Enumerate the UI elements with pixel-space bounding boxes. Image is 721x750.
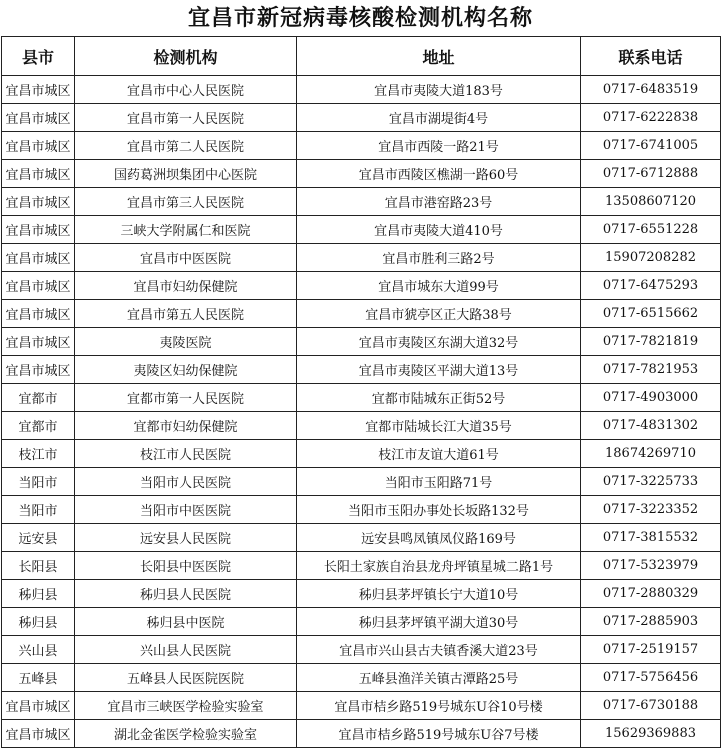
- table-row: [2, 524, 721, 552]
- table-row: [2, 580, 721, 608]
- phone-cell: 0717-2880329: [581, 580, 721, 608]
- county-cell: 秭归县: [2, 580, 75, 608]
- county-cell: 宜昌市城区: [2, 328, 75, 356]
- institution-cell: 三峡大学附属仁和医院: [75, 216, 297, 244]
- page-title: 宜昌市新冠病毒核酸检测机构名称: [187, 5, 533, 31]
- phone-cell: 15907208282: [581, 244, 721, 272]
- table-row: [2, 216, 721, 244]
- table-row: [2, 300, 721, 328]
- table-row: [2, 692, 721, 720]
- phone-cell: 0717-5323979: [581, 552, 721, 580]
- institution-cell: 宜都市第一人民医院: [75, 384, 297, 412]
- institution-cell: 宜昌市第二人民医院: [75, 132, 297, 160]
- institution-cell: 五峰县人民医院医院: [75, 664, 297, 692]
- county-cell: 五峰县: [2, 664, 75, 692]
- table-row: [2, 328, 721, 356]
- institution-cell: 秭归县中医院: [75, 608, 297, 636]
- testing-institutions-table: [1, 36, 721, 748]
- address-cell: 宜昌市桔乡路519号城东U谷7号楼: [297, 720, 581, 748]
- county-cell: 当阳市: [2, 468, 75, 496]
- table-row: [2, 720, 721, 748]
- phone-cell: 13508607120: [581, 188, 721, 216]
- address-cell: 秭归县茅坪镇平湖大道30号: [297, 608, 581, 636]
- phone-cell: 18674269710: [581, 440, 721, 468]
- phone-cell: 0717-4831302: [581, 412, 721, 440]
- institution-cell: 夷陵医院: [75, 328, 297, 356]
- address-cell: 当阳市玉阳办事处长坂路132号: [297, 496, 581, 524]
- institution-cell: 宜昌市第三人民医院: [75, 188, 297, 216]
- county-cell: 宜昌市城区: [2, 216, 75, 244]
- phone-cell: 0717-7821819: [581, 328, 721, 356]
- table-row: [2, 384, 721, 412]
- table-row: [2, 244, 721, 272]
- address-cell: 宜昌市城东大道99号: [297, 272, 581, 300]
- column-header-institution: 检测机构: [75, 37, 297, 76]
- address-cell: 宜昌市猇亭区正大路38号: [297, 300, 581, 328]
- phone-cell: 15629369883: [581, 720, 721, 748]
- address-cell: 宜昌市桔乡路519号城东U谷10号楼: [297, 692, 581, 720]
- phone-cell: 0717-6730188: [581, 692, 721, 720]
- address-cell: 宜昌市夷陵区平湖大道13号: [297, 356, 581, 384]
- county-cell: 宜昌市城区: [2, 300, 75, 328]
- table-row: [2, 272, 721, 300]
- institution-cell: 国药葛洲坝集团中心医院: [75, 160, 297, 188]
- phone-cell: 0717-6741005: [581, 132, 721, 160]
- institution-cell: 兴山县人民医院: [75, 636, 297, 664]
- table-row: [2, 664, 721, 692]
- phone-cell: 0717-4903000: [581, 384, 721, 412]
- institution-cell: 秭归县人民医院: [75, 580, 297, 608]
- institution-cell: 宜昌市第一人民医院: [75, 104, 297, 132]
- column-header-phone: 联系电话: [581, 37, 721, 76]
- table-row: [2, 76, 721, 104]
- institution-cell: 宜昌市中医医院: [75, 244, 297, 272]
- address-cell: 长阳土家族自治县龙舟坪镇星城二路1号: [297, 552, 581, 580]
- phone-cell: 0717-2519157: [581, 636, 721, 664]
- county-cell: 长阳县: [2, 552, 75, 580]
- county-cell: 宜昌市城区: [2, 104, 75, 132]
- address-cell: 宜昌市夷陵大道410号: [297, 216, 581, 244]
- table-row: [2, 412, 721, 440]
- institution-cell: 当阳市人民医院: [75, 468, 297, 496]
- institution-cell: 宜都市妇幼保健院: [75, 412, 297, 440]
- county-cell: 宜都市: [2, 384, 75, 412]
- phone-cell: 0717-3223352: [581, 496, 721, 524]
- phone-cell: 0717-3815532: [581, 524, 721, 552]
- county-cell: 宜昌市城区: [2, 356, 75, 384]
- phone-cell: 0717-6712888: [581, 160, 721, 188]
- address-cell: 宜昌市湖堤街4号: [297, 104, 581, 132]
- address-cell: 秭归县茅坪镇长宁大道10号: [297, 580, 581, 608]
- table-row: [2, 356, 721, 384]
- table-row: [2, 496, 721, 524]
- county-cell: 宜昌市城区: [2, 272, 75, 300]
- address-cell: 宜昌市胜利三路2号: [297, 244, 581, 272]
- county-cell: 当阳市: [2, 496, 75, 524]
- table-header-row: [2, 37, 721, 76]
- address-cell: 宜昌市夷陵区东湖大道32号: [297, 328, 581, 356]
- phone-cell: 0717-6222838: [581, 104, 721, 132]
- institution-cell: 夷陵区妇幼保健院: [75, 356, 297, 384]
- county-cell: 宜昌市城区: [2, 244, 75, 272]
- county-cell: 宜昌市城区: [2, 132, 75, 160]
- address-cell: 宜昌市夷陵大道183号: [297, 76, 581, 104]
- phone-cell: 0717-6483519: [581, 76, 721, 104]
- table-row: [2, 440, 721, 468]
- county-cell: 宜昌市城区: [2, 720, 75, 748]
- table-row: [2, 552, 721, 580]
- address-cell: 枝江市友谊大道61号: [297, 440, 581, 468]
- column-header-county: 县市: [2, 37, 75, 76]
- table-row: [2, 132, 721, 160]
- institution-cell: 远安县人民医院: [75, 524, 297, 552]
- phone-cell: 0717-7821953: [581, 356, 721, 384]
- table-row: [2, 104, 721, 132]
- phone-cell: 0717-6475293: [581, 272, 721, 300]
- institution-cell: 当阳市中医医院: [75, 496, 297, 524]
- address-cell: 宜昌市兴山县古夫镇香溪大道23号: [297, 636, 581, 664]
- county-cell: 宜昌市城区: [2, 76, 75, 104]
- phone-cell: 0717-6551228: [581, 216, 721, 244]
- table-row: [2, 608, 721, 636]
- county-cell: 宜昌市城区: [2, 160, 75, 188]
- institution-cell: 长阳县中医医院: [75, 552, 297, 580]
- county-cell: 兴山县: [2, 636, 75, 664]
- phone-cell: 0717-2885903: [581, 608, 721, 636]
- institution-cell: 宜昌市中心人民医院: [75, 76, 297, 104]
- institution-cell: 宜昌市第五人民医院: [75, 300, 297, 328]
- institution-cell: 湖北金雀医学检验实验室: [75, 720, 297, 748]
- address-cell: 宜昌市西陵区樵湖一路60号: [297, 160, 581, 188]
- address-cell: 五峰县渔洋关镇古潭路25号: [297, 664, 581, 692]
- county-cell: 秭归县: [2, 608, 75, 636]
- table-row: [2, 468, 721, 496]
- phone-cell: 0717-3225733: [581, 468, 721, 496]
- table-row: [2, 160, 721, 188]
- county-cell: 宜昌市城区: [2, 188, 75, 216]
- institution-cell: 枝江市人民医院: [75, 440, 297, 468]
- address-cell: 宜昌市港窑路23号: [297, 188, 581, 216]
- county-cell: 远安县: [2, 524, 75, 552]
- address-cell: 宜都市陆城长江大道35号: [297, 412, 581, 440]
- address-cell: 宜都市陆城东正街52号: [297, 384, 581, 412]
- address-cell: 远安县鸣凤镇凤仪路169号: [297, 524, 581, 552]
- phone-cell: 0717-6515662: [581, 300, 721, 328]
- institution-cell: 宜昌市三峡医学检验实验室: [75, 692, 297, 720]
- address-cell: 宜昌市西陵一路21号: [297, 132, 581, 160]
- table-body: [2, 76, 721, 748]
- column-header-address: 地址: [297, 37, 581, 76]
- institution-cell: 宜昌市妇幼保健院: [75, 272, 297, 300]
- county-cell: 枝江市: [2, 440, 75, 468]
- county-cell: 宜都市: [2, 412, 75, 440]
- table-row: [2, 636, 721, 664]
- address-cell: 当阳市玉阳路71号: [297, 468, 581, 496]
- county-cell: 宜昌市城区: [2, 692, 75, 720]
- table-row: [2, 188, 721, 216]
- phone-cell: 0717-5756456: [581, 664, 721, 692]
